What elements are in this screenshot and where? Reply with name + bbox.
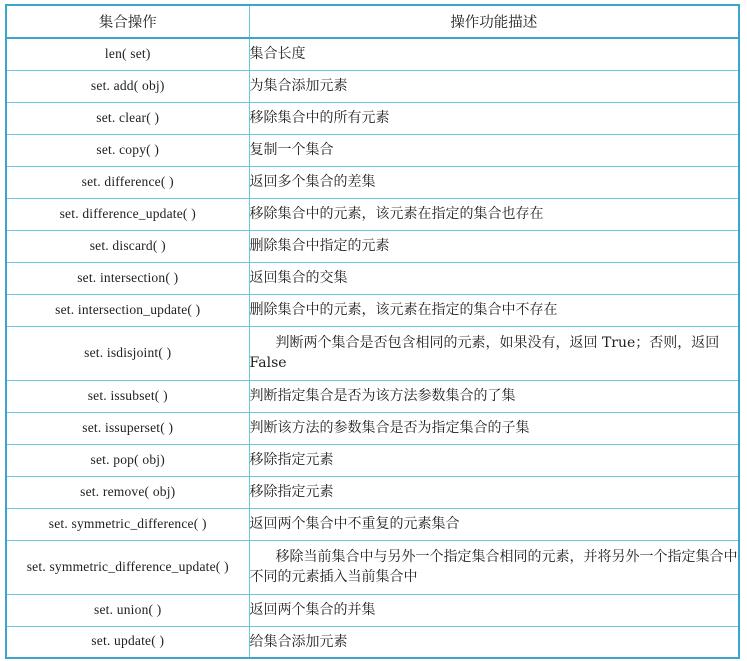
cell-operation: set. pop( obj) (6, 444, 249, 476)
cell-description: 复制一个集合 (249, 134, 739, 166)
set-operations-table (5, 4, 740, 659)
cell-description: 移除指定元素 (249, 476, 739, 508)
table-header-row (6, 5, 739, 38)
cell-description: 返回集合的交集 (249, 262, 739, 294)
column-header-description: 操作功能描述 (249, 5, 739, 38)
cell-description: 删除集合中指定的元素 (249, 230, 739, 262)
table-row (6, 294, 739, 326)
cell-operation: set. update( ) (6, 626, 249, 658)
cell-description: 移除集合中的所有元素 (249, 102, 739, 134)
cell-description: 移除指定元素 (249, 444, 739, 476)
table-body (6, 38, 739, 658)
column-header-operation: 集合操作 (6, 5, 249, 38)
table-row (6, 262, 739, 294)
table-row (6, 594, 739, 626)
cell-description: 判断两个集合是否包含相同的元素，如果没有，返回 True；否则，返回 False (249, 326, 739, 380)
table-header (6, 5, 739, 38)
cell-operation: set. discard( ) (6, 230, 249, 262)
table-row (6, 134, 739, 166)
cell-description: 判断该方法的参数集合是否为指定集合的子集 (249, 412, 739, 444)
cell-operation: set. issubset( ) (6, 380, 249, 412)
cell-description: 删除集合中的元素，该元素在指定的集合中不存在 (249, 294, 739, 326)
cell-operation: set. add( obj) (6, 70, 249, 102)
table-row (6, 626, 739, 658)
table-row (6, 70, 739, 102)
table-row (6, 380, 739, 412)
cell-description: 移除集合中的元素，该元素在指定的集合也存在 (249, 198, 739, 230)
cell-description: 集合长度 (249, 38, 739, 70)
table-row (6, 230, 739, 262)
cell-description: 返回两个集合中不重复的元素集合 (249, 508, 739, 540)
table-row (6, 326, 739, 380)
cell-operation: set. clear( ) (6, 102, 249, 134)
cell-description: 返回两个集合的并集 (249, 594, 739, 626)
cell-operation: set. symmetric_difference_update( ) (6, 540, 249, 594)
table-row (6, 444, 739, 476)
cell-operation: set. union( ) (6, 594, 249, 626)
cell-operation: set. copy( ) (6, 134, 249, 166)
cell-description: 返回多个集合的差集 (249, 166, 739, 198)
cell-operation: set. difference_update( ) (6, 198, 249, 230)
cell-operation: set. isdisjoint( ) (6, 326, 249, 380)
table-row (6, 476, 739, 508)
table-row (6, 102, 739, 134)
table-row (6, 540, 739, 594)
cell-operation: set. issuperset( ) (6, 412, 249, 444)
cell-description: 移除当前集合中与另外一个指定集合相同的元素，并将另外一个指定集合中不同的元素插入当前集合中 (249, 540, 739, 594)
cell-operation: set. intersection_update( ) (6, 294, 249, 326)
cell-operation: set. intersection( ) (6, 262, 249, 294)
cell-operation: len( set) (6, 38, 249, 70)
cell-description: 判断指定集合是否为该方法参数集合的了集 (249, 380, 739, 412)
table-row (6, 38, 739, 70)
cell-description: 给集合添加元素 (249, 626, 739, 658)
set-operations-table-container (5, 4, 738, 659)
table-row (6, 198, 739, 230)
cell-operation: set. difference( ) (6, 166, 249, 198)
cell-operation: set. symmetric_difference( ) (6, 508, 249, 540)
cell-operation: set. remove( obj) (6, 476, 249, 508)
table-row (6, 508, 739, 540)
cell-description: 为集合添加元素 (249, 70, 739, 102)
table-row (6, 166, 739, 198)
table-row (6, 412, 739, 444)
